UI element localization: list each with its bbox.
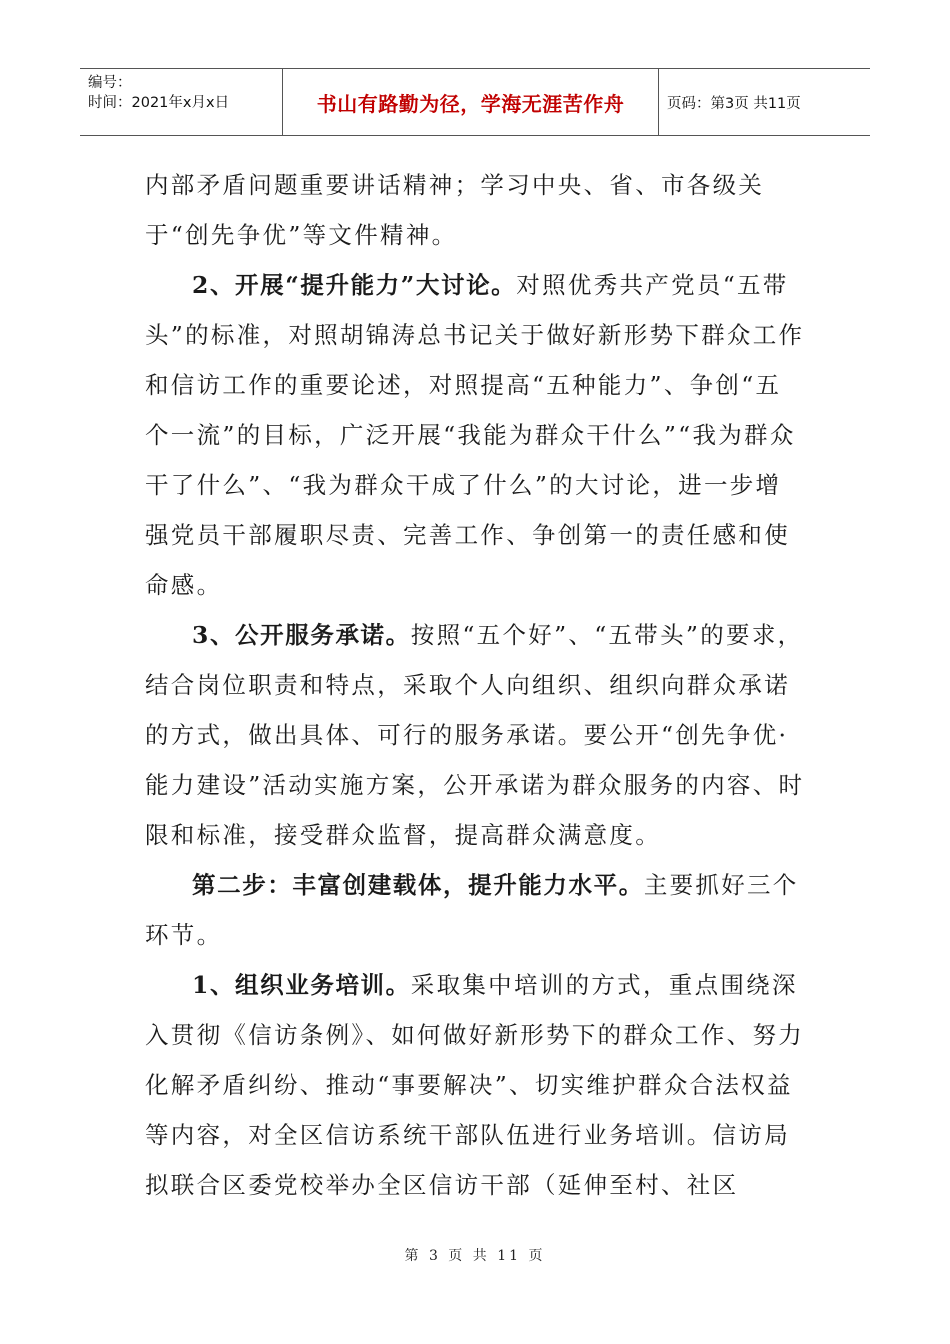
paragraph-5-heading: 1、组织业务培训。 [192, 971, 411, 999]
paragraph-2-text: 对照优秀共产党员“五带头”的标准，对照胡锦涛总书记关于做好新形势下群众工作和信访工作的重要论述，对照提高“五种能力”、争创“五个一流”的目标，广泛开展“我能为群众干什么”“我为群众干了什么”、“我为群众干成了什么”的大讨论，进一步增强党员干部履职尽责、完善工作、争创第一的责任感和使命感。 [145, 271, 805, 599]
paragraph-4-heading: 第二步：丰富创建载体，提升能力水平。 [192, 871, 644, 899]
page-header [80, 68, 870, 136]
document-number-label: 编号： [88, 75, 132, 91]
document-time-label: 时间：2021年x月x日 [88, 95, 230, 111]
paragraph-3-heading: 3、公开服务承诺。 [192, 621, 411, 649]
document-body [145, 160, 807, 1210]
header-meta [80, 69, 283, 135]
paragraph-4-text: 主要抓好三个环节。 [145, 871, 799, 949]
paragraph-5 [145, 960, 807, 1210]
paragraph-2-heading: 2、开展“提升能力”大讨论。 [192, 271, 517, 299]
page-footer: 第 3 页 共 11 页 [404, 1248, 546, 1264]
header-motto: 书山有路勤为径，学海无涯苦作舟 [283, 69, 659, 135]
paragraph-2 [145, 260, 807, 610]
paragraph-3 [145, 610, 807, 860]
paragraph-1: 内部矛盾问题重要讲话精神；学习中央、省、市各级关于“创先争优”等文件精神。 [145, 171, 765, 249]
paragraph-4 [145, 860, 807, 960]
header-page-info: 页码：第3页 共11页 [667, 95, 801, 112]
paragraph-5-text: 采取集中培训的方式，重点围绕深入贯彻《信访条例》、如何做好新形势下的群众工作、努力化解矛盾纠纷、推动“事要解决”、切实维护群众合法权益等内容，对全区信访系统干部队伍进行业务培训。信访局拟联合区委党校举办全区信访干部（延伸至村、社区 [145, 971, 805, 1199]
paragraph-3-text: 按照“五个好”、“五带头”的要求，结合岗位职责和特点，采取个人向组织、组织向群众承诺的方式，做出具体、可行的服务承诺。要公开“创先争优·能力建设”活动实施方案，公开承诺为群众服务的内容、时限和标准，接受群众监督，提高群众满意度。 [145, 621, 805, 849]
